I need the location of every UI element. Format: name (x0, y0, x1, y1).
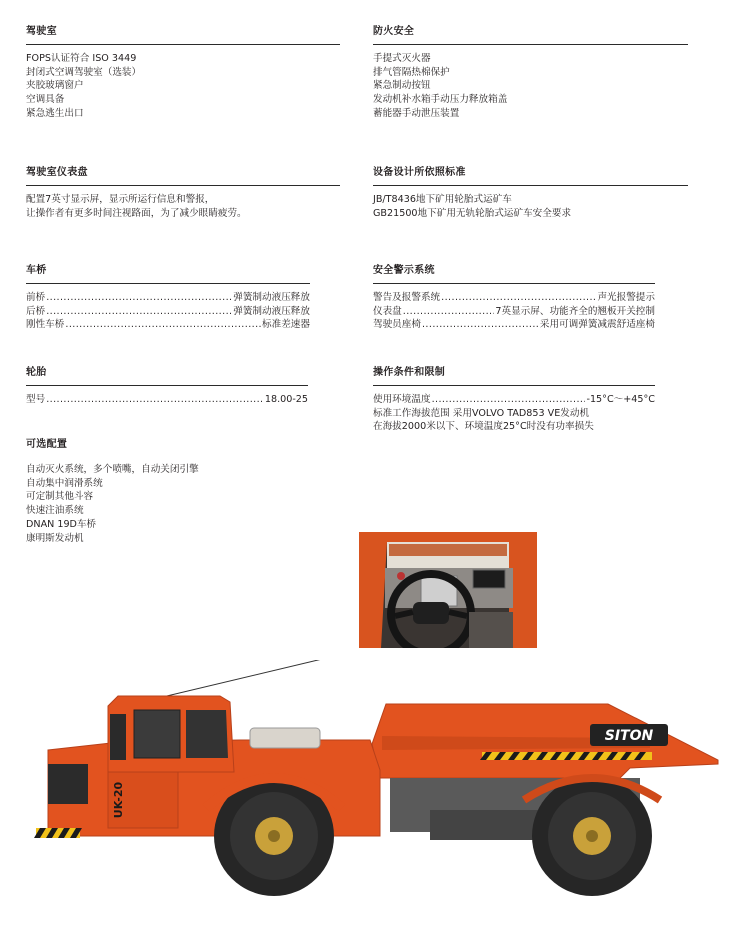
spec-line: 紧急逃生出口 (26, 107, 84, 119)
spec-value: 标准差速器 (262, 319, 310, 331)
spec-row (373, 318, 655, 332)
spec-value: -15°C～+45°C (586, 394, 655, 405)
spec-line: 蓄能器手动泄压装置 (373, 107, 460, 119)
section-standards (373, 167, 688, 220)
spec-line: 排气管隔热棉保护 (373, 66, 450, 78)
mining-truck-illustration (30, 660, 730, 930)
hazard-stripe (480, 752, 652, 760)
spec-key: 前桥 (26, 292, 46, 303)
spec-line: 让操作者有更多时间注视路面，为了减少眼睛疲劳。 (26, 207, 247, 219)
spec-line: 自动灭火系统，多个喷嘴，自动关闭引擎 (26, 464, 199, 475)
spec-value: 弹簧制动液压释放 (233, 305, 310, 317)
section-title: 安全警示系统 (373, 265, 655, 284)
spec-line: 在海拔2000米以下、环境温度25°C时没有功率损失 (373, 421, 594, 433)
section-warning-system (373, 265, 655, 332)
section-title: 可选配置 (26, 439, 68, 450)
section-title: 防火安全 (373, 26, 688, 45)
section-axles (26, 265, 310, 332)
spec-line: 标准工作海拔范围 采用VOLVO TAD853 VE发动机 (373, 407, 590, 419)
model-mark: UK-20 (112, 781, 125, 819)
section-tires (26, 367, 308, 407)
spec-line: 手提式灭火器 (373, 53, 431, 64)
section-title: 操作条件和限制 (373, 367, 655, 386)
section-title: 驾驶室 (26, 26, 340, 45)
section-operating-conditions (373, 367, 655, 434)
spec-row (26, 305, 310, 319)
spec-line: 可定制其他斗容 (26, 491, 94, 503)
spec-row (373, 291, 655, 305)
spec-row (373, 393, 655, 407)
brand-mark: SITON (604, 728, 654, 744)
spec-key: 使用环境温度 (373, 394, 431, 405)
spec-line: 封闭式空调驾驶室（选装） (26, 66, 142, 78)
spec-key: 型号 (26, 394, 46, 405)
section-title: 车桥 (26, 265, 310, 284)
section-title: 轮胎 (26, 367, 308, 386)
section-dashboard (26, 167, 340, 220)
spec-key: 驾驶员座椅 (373, 319, 421, 331)
rear-wheel (532, 776, 652, 896)
section-title: 驾驶室仪表盘 (26, 167, 340, 186)
spec-value: 声光报警提示 (597, 292, 655, 303)
spec-key: 后桥 (26, 305, 46, 317)
spec-row (373, 305, 655, 319)
spec-line: 紧急制动按钮 (373, 80, 431, 92)
spec-value: 采用可调弹簧减震舒适座椅 (539, 319, 655, 331)
spec-row (26, 393, 308, 407)
spec-line: 康明斯发动机 (26, 532, 84, 544)
spec-line: GB21500地下矿用无轨轮胎式运矿车安全要求 (373, 207, 572, 219)
cab-interior-photo (359, 532, 537, 648)
spec-row (26, 291, 310, 305)
section-cab (26, 26, 340, 121)
spec-line: DNAN 19D车桥 (26, 518, 97, 530)
spec-line: 配置7英寸显示屏，显示所运行信息和警报， (26, 194, 215, 205)
spec-line: JB/T8436地下矿用轮胎式运矿车 (373, 194, 512, 205)
spec-value: 18.00-25 (264, 394, 308, 405)
spec-line: 快速注油系统 (26, 505, 84, 517)
spec-line: 自动集中润滑系统 (26, 477, 103, 489)
section-fire-safety (373, 26, 688, 121)
spec-key: 刚性车桥 (26, 319, 65, 331)
spec-row (26, 318, 310, 332)
spec-line: FOPS认证符合 ISO 3449 (26, 53, 137, 64)
spec-line: 空调具备 (26, 94, 65, 106)
section-title: 设备设计所依照标准 (373, 167, 688, 186)
spec-value: 弹簧制动液压释放 (233, 292, 310, 303)
spec-line: 发动机补水箱手动压力释放箱盖 (373, 94, 508, 106)
spec-key: 警告及报警系统 (373, 292, 441, 303)
spec-line: 夹胶玻璃窗户 (26, 80, 84, 92)
spec-key: 仪表盘 (373, 305, 402, 317)
spec-value: 7英显示屏、功能齐全的翘板开关控制 (495, 305, 655, 317)
section-options (26, 439, 340, 545)
